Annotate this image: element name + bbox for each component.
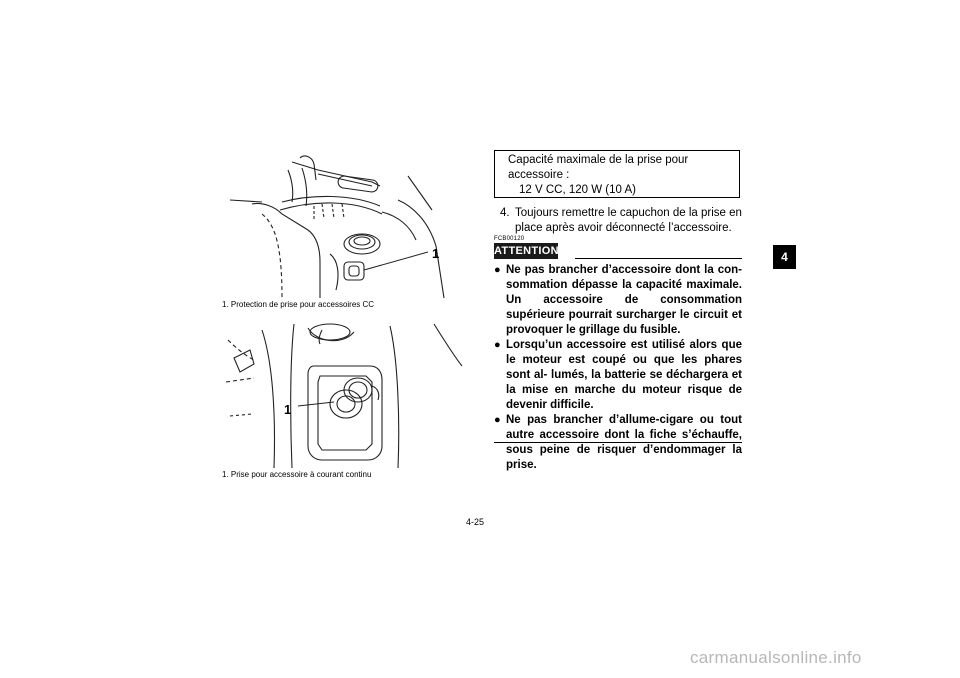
spec-value: 12 V CC, 120 W (10 A) [519,184,636,196]
bullet-icon: ● [494,414,501,426]
chapter-tab: 4 [773,245,796,269]
figure-bottom-caption: 1. Prise pour accessoire à courant continu [222,470,372,479]
bullet-icon: ● [494,264,501,276]
bullet-icon: ● [494,339,501,351]
list-item [494,338,742,413]
step-line-1: Toujours remettre le capuchon de la prise en [515,207,742,219]
list-item [494,413,742,473]
page-number: 4-25 [466,517,485,527]
caution-bottom-rule [494,442,742,443]
figure-top-callout: 1 [432,246,440,261]
list-item-text: Ne pas brancher d’allume-cigare ou tout autre accessoire dont la fiche s’échauffe, sous peine de risquer d’endommager la prise. [506,414,742,471]
figure-top-caption: 1. Protection de prise pour accessoires CC [222,300,375,309]
step-line-2: place après avoir déconnecté l’accessoire. [515,222,732,234]
caution-label: ATTENTION: [494,245,563,257]
caution-rule [575,258,742,259]
list-item [494,263,742,338]
list-item-text: Lorsqu’un accessoire est utilisé alors que le moteur est coupé ou que les phares sont al- lumés, la batterie se déchargera et la mise en marche du moteur risque de devenir difficile. [506,339,742,411]
figure-bottom-callout: 1 [284,402,292,417]
spec-box [494,150,740,198]
figure-bottom-illustration [222,320,466,470]
watermark: carmanualsonline.info [690,648,862,667]
spec-line-2: accessoire : [508,169,570,181]
figure-top-illustration [222,150,460,300]
caution-code: FCB00120 [494,236,525,242]
list-item-text: Ne pas brancher d’accessoire dont la con- sommation dépasse la capacité maximale. Un accessoire de consommation supérieure pourrait surcharger le circuit et provoquer le grillage du fusible. [506,264,742,336]
step-number: 4. [500,207,510,219]
spec-line-1: Capacité maximale de la prise pour [508,154,689,166]
step-4 [500,206,742,236]
